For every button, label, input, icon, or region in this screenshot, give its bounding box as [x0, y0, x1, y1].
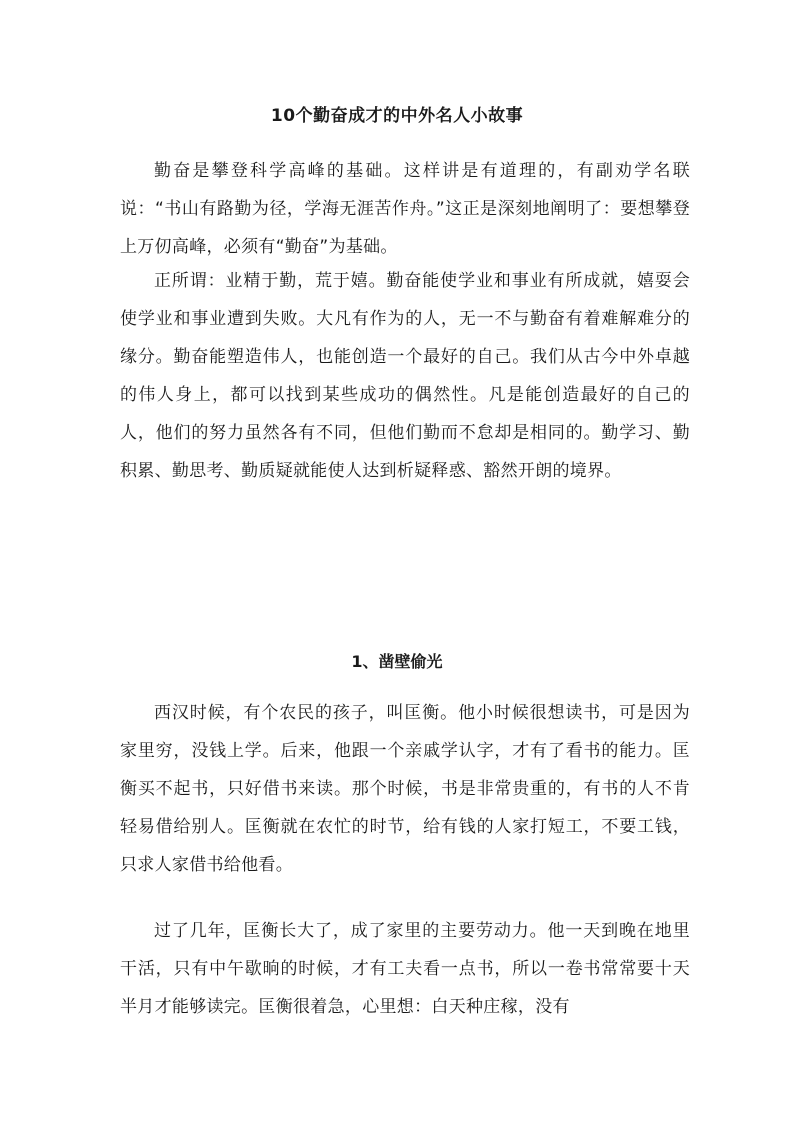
section-paragraph: 过了几年，匡衡长大了，成了家里的主要劳动力。他一天到晚在地里干活，只有中午歇晌的时候，才有工夫看一点书，所以一卷书常常要十天半月才能够读完。匡衡很着急，心里想：白天种庄稼，没有 [120, 921, 690, 1017]
section-heading: 1、凿壁偷光 [351, 652, 443, 671]
section-paragraph: 西汉时候，有个农民的孩子，叫匡衡。他小时候很想读书，可是因为家里穷，没钱上学。后来，他跟一个亲戚学认字，才有了看书的能力。匡衡买不起书，只好借书来读。那个时候，书是非常贵重的，有书的人不肯轻易借给别人。匡衡就在农忙的时节，给有钱的人家打短工，不要工钱，只求人家借书给他看。 [120, 703, 690, 875]
intro-paragraph: 正所谓：业精于勤，荒于嬉。勤奋能使学业和事业有所成就，嬉耍会使学业和事业遭到失败。大凡有作为的人，无一不与勤奋有着难解难分的缘分。勤奋能塑造伟人，也能创造一个最好的自己。我们从古今中外卓越的伟人身上，都可以找到某些成功的偶然性。凡是能创造最好的自己的人，他们的努力虽然各有不同，但他们勤而不怠却是相同的。勤学习、勤积累、勤思考、勤质疑就能使人达到析疑释惑、豁然开朗的境界。 [120, 271, 690, 481]
document-title: 10个勤奋成才的中外名人小故事 [270, 106, 524, 126]
intro-paragraph: 勤奋是攀登科学高峰的基础。这样讲是有道理的，有副劝学名联说：“书山有路勤为径，学海无涯苦作舟。”这正是深刻地阐明了：要想攀登上万仞高峰，必须有“勤奋”为基础。 [120, 161, 690, 257]
